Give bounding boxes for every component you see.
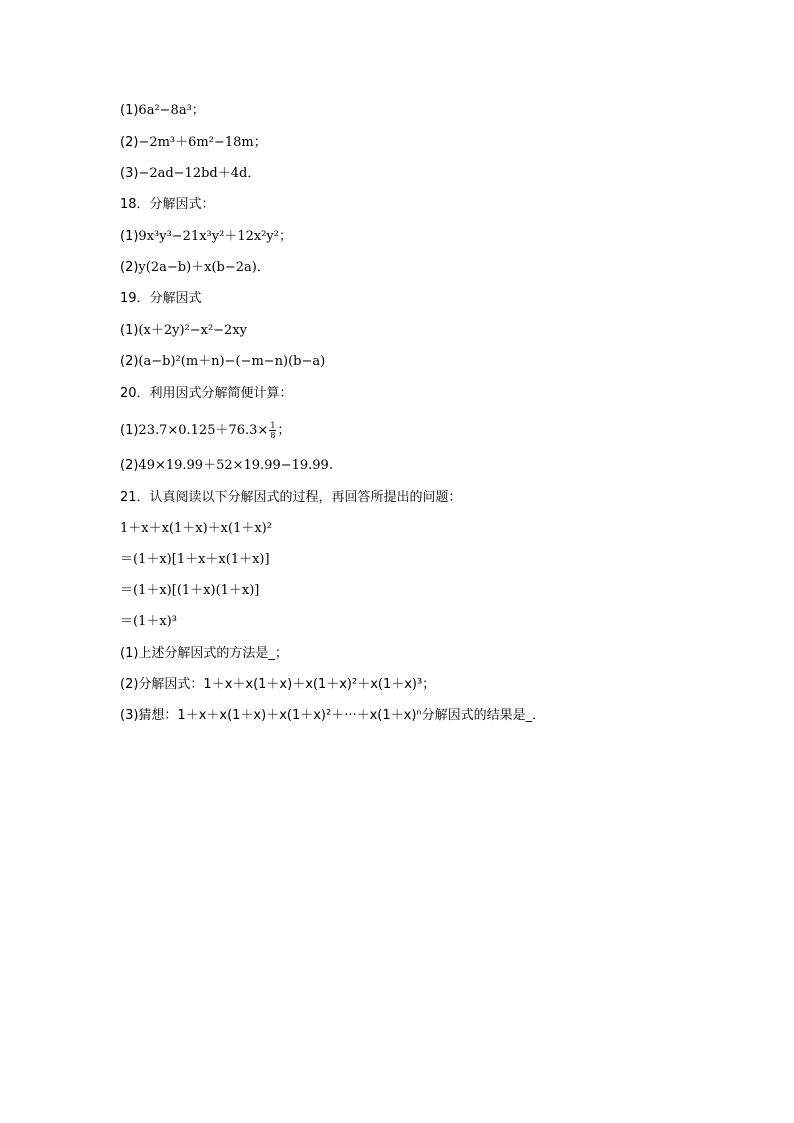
problem-17-part-3: (3)−2ad−12bd＋4d．	[120, 166, 261, 181]
problem-21-derivation-line-3: ＝(1＋x)[(1＋x)(1＋x)]	[120, 583, 260, 598]
problem-17-part-2: (2)−2m³＋6m²−18m；	[120, 135, 267, 150]
problem-18-part-1: (1)9x³y³−21x³y²＋12x²y²；	[120, 229, 292, 244]
problem-20-part-1: (1)23.7×0.125＋76.3× $\frac{1}{8}$ ；	[120, 421, 291, 440]
problem-17-part-1: (1)6a²−8a³；	[120, 103, 205, 118]
problem-21-part-3: (3)猜想：1＋x＋x(1＋x)＋x(1＋x)²＋···＋x(1＋x)ⁿ分解因式的结果是_．	[120, 708, 546, 723]
problem-18-part-2: (2)y(2a−b)＋x(b−2a)．	[120, 260, 270, 275]
problem-19-heading: 19．分解因式	[120, 291, 202, 306]
problem-21-derivation-line-1: 1＋x＋x(1＋x)＋x(1＋x)²	[120, 521, 272, 536]
problem-21-part-2: (2)分解因式：1＋x＋x(1＋x)＋x(1＋x)²＋x(1＋x)³；	[120, 677, 436, 692]
problem-19-part-1: (1)(x＋2y)²−x²−2xy	[120, 323, 247, 338]
problem-20-part-2: (2)49×19.99＋52×19.99−19.99.	[120, 458, 333, 473]
problem-20-heading: 20．利用因式分解简便计算：	[120, 386, 293, 401]
problem-21-heading: 21．认真阅读以下分解因式的过程，再回答所提出的问题：	[120, 490, 462, 505]
problem-19-part-2: (2)(a−b)²(m＋n)−(−m−n)(b−a)	[120, 354, 326, 369]
problem-18-heading: 18．分解因式：	[120, 197, 215, 212]
problem-21-derivation-line-2: ＝(1＋x)[1＋x＋x(1＋x)]	[120, 552, 270, 567]
fraction-one-eighth: $\frac{1}{8}$	[270, 421, 276, 440]
problem-21-part-1: (1)上述分解因式的方法是_；	[120, 646, 288, 661]
problem-21-derivation-line-4: ＝(1＋x)³	[120, 614, 177, 629]
